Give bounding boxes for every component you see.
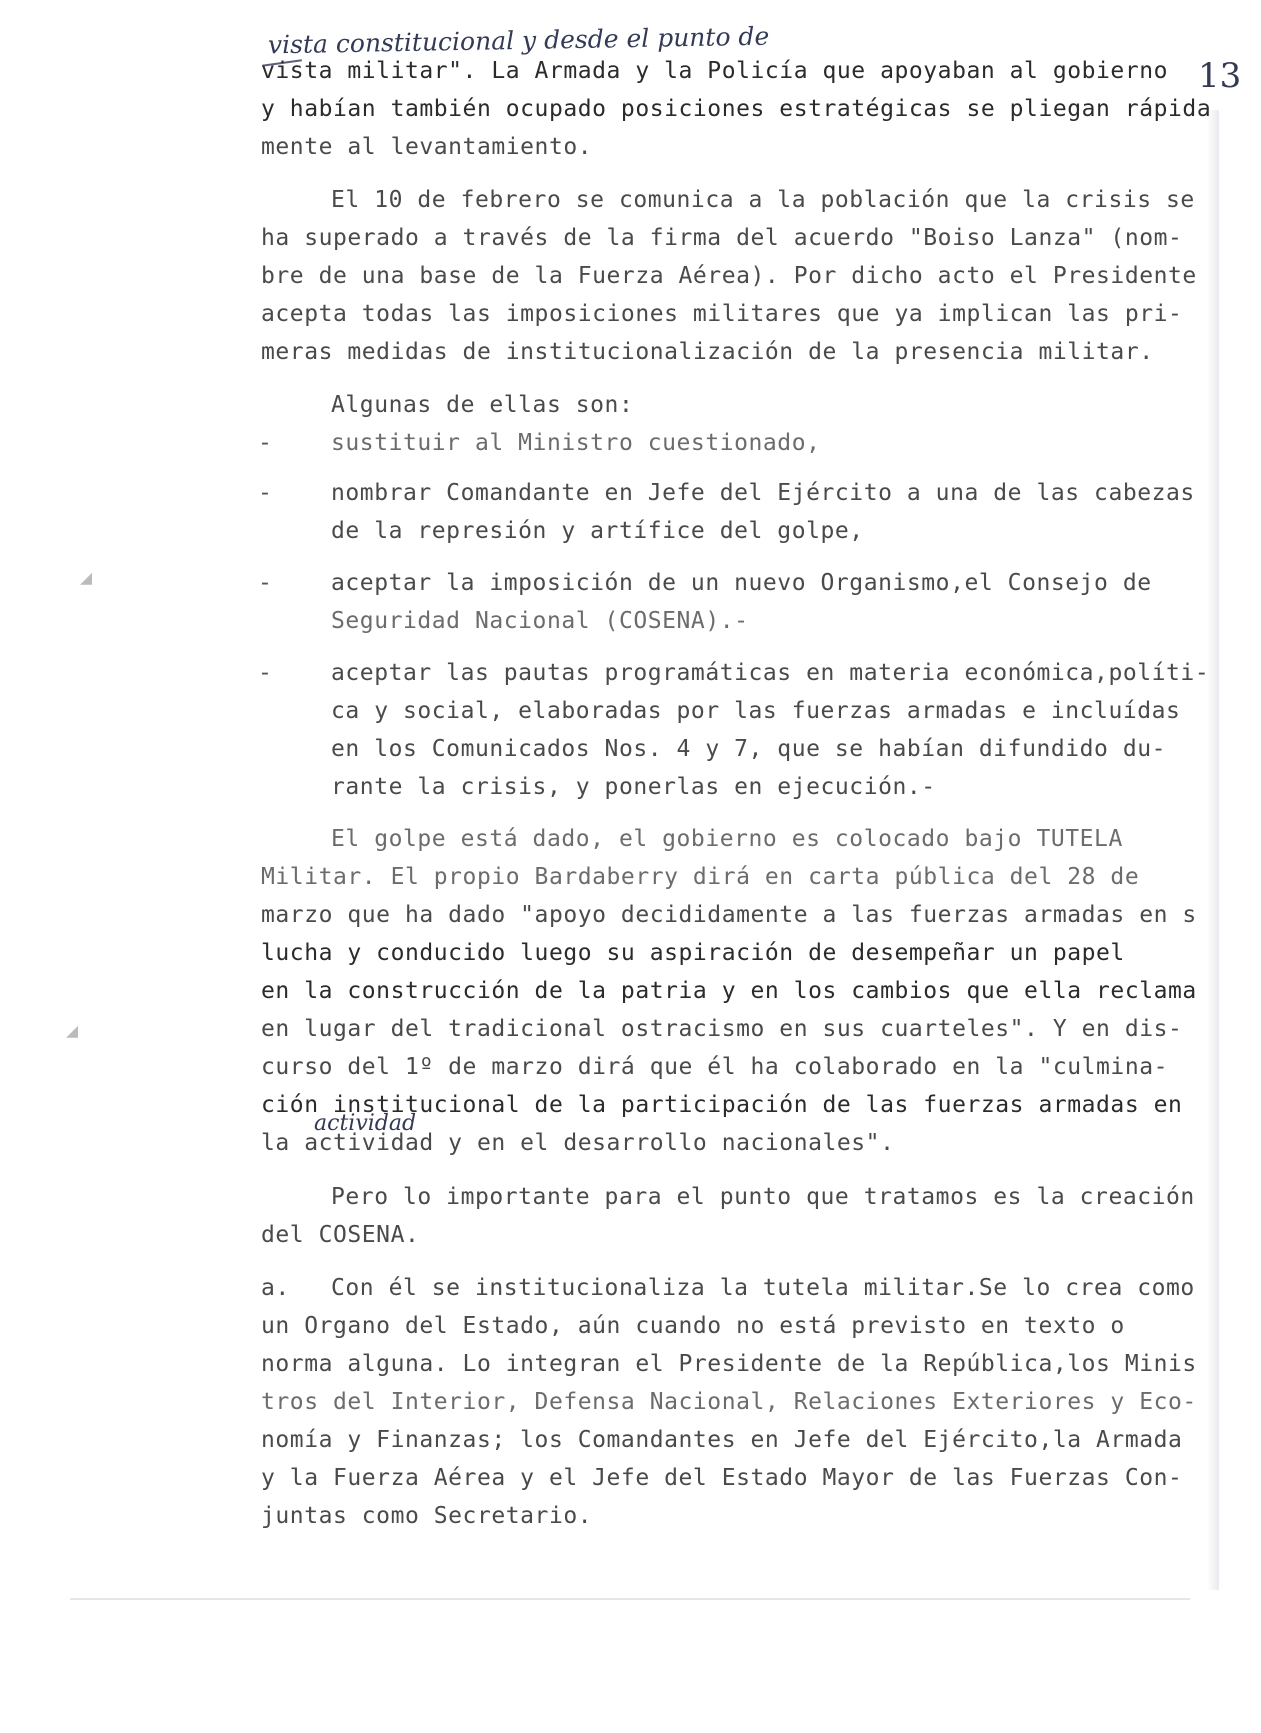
paragraph-line: meras medidas de institucionalización de la presencia militar.	[261, 339, 1154, 365]
paragraph-line: un Organo del Estado, aún cuando no está previsto en texto o	[261, 1313, 1125, 1339]
paragraph-line: vista militar". La Armada y la Policía que apoyaban al gobierno	[261, 58, 1169, 84]
page-number: 13	[1198, 56, 1242, 96]
paragraph-line: curso del 1º de marzo dirá que él ha colaborado en la "culmina-	[261, 1054, 1169, 1080]
bullet-line: de la represión y artífice del golpe,	[331, 518, 864, 544]
paragraph-line: y la Fuerza Aérea y el Jefe del Estado Mayor de las Fuerzas Con-	[261, 1465, 1183, 1491]
bullet-dash: -	[258, 430, 272, 456]
bullet-dash: -	[258, 570, 272, 596]
bullet-line: rante la crisis, y ponerlas en ejecución.-	[331, 774, 936, 800]
bullet-dash: -	[258, 660, 272, 686]
paragraph-line: Militar. El propio Bardaberry dirá en carta pública del 28 de	[261, 864, 1140, 890]
paragraph-line: nomía y Finanzas; los Comandantes en Jefe del Ejército,la Armada	[261, 1427, 1183, 1453]
paragraph-line: Con él se institucionaliza la tutela militar.Se lo crea como	[331, 1275, 1195, 1301]
paragraph-line: la actividad y en el desarrollo nacionales".	[261, 1130, 895, 1156]
paragraph-line: Pero lo importante para el punto que tratamos es la creación	[331, 1184, 1195, 1210]
list-marker: a.	[261, 1275, 290, 1301]
bullet-dash: -	[258, 480, 272, 506]
paragraph-line: acepta todas las imposiciones militares que ya implican las pri-	[261, 301, 1183, 327]
paragraph-line: norma alguna. Lo integran el Presidente de la República,los Minis	[261, 1351, 1197, 1377]
paragraph-line: El golpe está dado, el gobierno es colocado bajo TUTELA	[331, 826, 1123, 852]
paragraph-line: tros del Interior, Defensa Nacional, Relaciones Exteriores y Eco-	[261, 1389, 1197, 1415]
paragraph-line: El 10 de febrero se comunica a la población que la crisis se	[331, 187, 1195, 213]
paragraph-line: juntas como Secretario.	[261, 1503, 593, 1529]
paragraph-line: ción institucional de la participación de las fuerzas armadas en	[261, 1092, 1183, 1118]
scan-speck: ◢	[66, 1018, 79, 1042]
paragraph-line: lucha y conducido luego su aspiración de desempeñar un papel	[261, 940, 1125, 966]
bullet-line: ca y social, elaboradas por las fuerzas armadas e incluídas	[331, 698, 1181, 724]
paragraph-line: en lugar del tradicional ostracismo en sus cuarteles". Y en dis-	[261, 1016, 1183, 1042]
paragraph-line: y habían también ocupado posiciones estratégicas se pliegan rápida	[261, 96, 1212, 122]
handwritten-insert-word: actividad	[314, 1111, 417, 1136]
bullet-line: Seguridad Nacional (COSENA).-	[331, 608, 749, 634]
bottom-scan-edge	[70, 1598, 1190, 1600]
paragraph-line: marzo que ha dado "apoyo decididamente a las fuerzas armadas en s	[261, 902, 1197, 928]
scan-speck: ◢	[80, 565, 93, 589]
paragraph-line: bre de una base de la Fuerza Aérea). Por dicho acto el Presidente	[261, 263, 1197, 289]
bullet-line: en los Comunicados Nos. 4 y 7, que se habían difundido du-	[331, 736, 1167, 762]
bullet-line: nombrar Comandante en Jefe del Ejército a una de las cabezas	[331, 480, 1195, 506]
bullet-line: aceptar la imposición de un nuevo Organismo,el Consejo de	[331, 570, 1152, 596]
paragraph-line: mente al levantamiento.	[261, 134, 593, 160]
handwritten-top-note: vista constitucional y desde el punto de	[267, 21, 770, 60]
paragraph-line: ha superado a través de la firma del acuerdo "Boiso Lanza" (nom-	[261, 225, 1183, 251]
paragraph-line: del COSENA.	[261, 1222, 420, 1248]
list-intro: Algunas de ellas son:	[331, 392, 634, 418]
bullet-line: sustituir al Ministro cuestionado,	[331, 430, 821, 456]
paragraph-line: en la construcción de la patria y en los cambios que ella reclama	[261, 978, 1197, 1004]
page-edge-shadow	[1207, 110, 1219, 1590]
bullet-line: aceptar las pautas programáticas en materia económica,políti-	[331, 660, 1210, 686]
